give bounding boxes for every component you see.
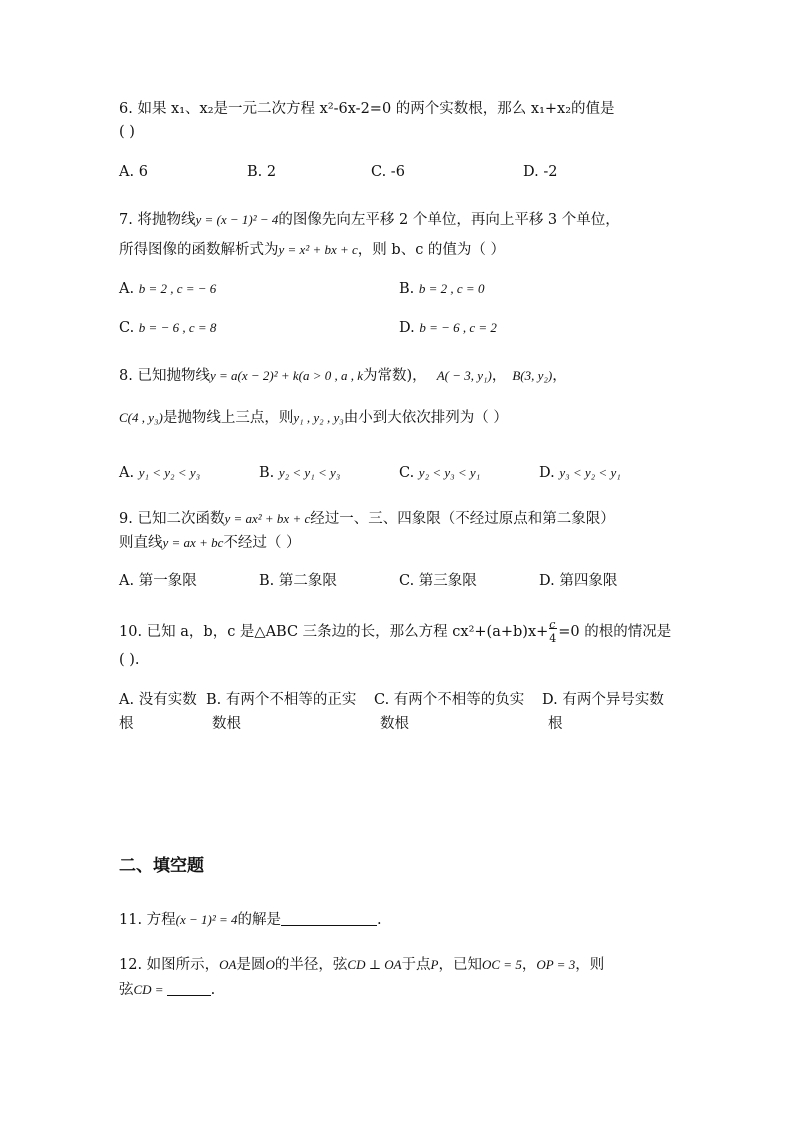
q9-option-c: C. 第三象限	[399, 573, 477, 589]
q12-line1	[119, 955, 604, 975]
q6-paren: ( )	[119, 124, 135, 140]
q9-text2: 经过一、三、四象限（不经过原点和第二象限）	[310, 511, 615, 527]
q7-eq1: y = (x − 1)² − 4	[195, 212, 279, 227]
q12-text9: .	[210, 982, 216, 998]
q12-cd: CD =	[133, 982, 164, 997]
q9-text4: 不经过（ ）	[223, 535, 301, 551]
q8-option-b	[259, 463, 340, 483]
q12-text8: 弦	[119, 982, 134, 998]
q10-option-c: C. 有两个不相等的负实	[374, 692, 525, 708]
q7-option-b-expr: b = 2 , c = 0	[418, 281, 485, 296]
q11-eq: (x − 1)² = 4	[175, 912, 238, 927]
q8-point-c: C(4 , y₃)	[119, 410, 163, 425]
q12-line2	[119, 980, 215, 1000]
q10-line1	[119, 618, 672, 645]
q10-text1: 10. 已知 a，b，c 是△ABC 三条边的长，那么方程 cx²+(a+b)x+	[119, 624, 549, 640]
q11-text2: 的解是	[237, 912, 282, 928]
q10-option-d: D. 有两个异号实数	[542, 692, 664, 708]
q6-option-b: B. 2	[247, 164, 277, 180]
q8-option-b-label: B.	[259, 465, 275, 481]
q10-option-b: B. 有两个不相等的正实	[206, 692, 357, 708]
q7-option-a-expr: b = 2 , c = − 6	[138, 281, 217, 296]
q8-line2	[119, 408, 508, 428]
q8-option-a-expr: y₁ < y₂ < y₃	[138, 465, 201, 480]
q8-option-a	[119, 463, 200, 483]
q6-stem: 6. 如果 x₁、x₂是一元二次方程 x²-6x-2=0 的两个实数根，那么 x₁+x₂的值是	[119, 101, 615, 117]
q7-option-d-label: D.	[399, 320, 415, 336]
q8-option-c	[399, 463, 480, 483]
q11-answer-blank[interactable]	[281, 911, 377, 926]
q12-text5: ，已知	[438, 957, 482, 973]
q12-oc: OC = 5	[481, 957, 522, 972]
q12-text2: 是圆	[236, 957, 266, 973]
q12-text3: 的半径，弦	[274, 957, 348, 973]
q8-text4: 由小到大依次排列为（ ）	[343, 410, 508, 426]
q9-text3: 则直线	[119, 535, 163, 551]
q12-text1: 12. 如图所示，	[119, 957, 220, 973]
q7-option-c-expr: b = − 6 , c = 8	[138, 320, 217, 335]
q12-text6: ，	[521, 957, 537, 973]
q8-option-c-label: C.	[399, 465, 415, 481]
q10-option-c-cont: 数根	[380, 716, 409, 732]
q10-option-b-cont: 数根	[212, 716, 241, 732]
q10-frac-num: c	[549, 618, 556, 631]
q8-line1: 8. 已知抛物线y = a(x − 2)² + k(a > 0 , a , k为常数)， A( − 3, y₁)， B(3, y₂)，	[119, 368, 567, 384]
q9-option-a: A. 第一象限	[119, 573, 197, 589]
q7-option-c-label: C.	[119, 320, 135, 336]
q11-text1: 11. 方程	[119, 912, 176, 928]
q12-op: OP = 3	[536, 957, 576, 972]
q9-eq2: y = ax + bc	[162, 535, 224, 550]
q9-line1	[119, 509, 615, 529]
q12-p: P	[430, 957, 439, 972]
q11-text3: .	[377, 912, 382, 928]
q12-answer-blank[interactable]	[167, 981, 211, 996]
q10-option-a: A. 没有实数	[119, 692, 197, 708]
q12-cd-perp-oa: CD ⊥ OA	[347, 957, 402, 972]
q8-option-d-expr: y₃ < y₂ < y₁	[559, 465, 621, 480]
q7-option-b	[399, 279, 484, 299]
q9-option-d: D. 第四象限	[539, 573, 618, 589]
q10-option-d-cont: 根	[548, 716, 563, 732]
q9-eq1: y = ax² + bx + c	[224, 511, 311, 526]
q7-option-d	[399, 318, 497, 338]
q8-ys: y₁ , y₂ , y₃	[293, 410, 344, 425]
q7-text3: 所得图像的函数解析式为	[119, 242, 279, 258]
q8-option-c-expr: y₂ < y₃ < y₁	[418, 465, 481, 480]
q8-text1: 8. 已知抛物线	[119, 368, 210, 384]
section-heading: 二、填空题	[119, 856, 204, 876]
q6-option-a: A. 6	[119, 164, 148, 180]
q10-frac-den: 4	[549, 628, 557, 649]
q8-option-a-label: A.	[119, 465, 135, 481]
q7-line1	[119, 210, 620, 230]
q12-text4: 于点	[401, 957, 431, 973]
q12-oa: OA	[219, 957, 237, 972]
q11-line	[119, 910, 382, 930]
q8-option-d	[539, 463, 621, 483]
q7-text2: 的图像先向左平移 2 个单位，再向上平移 3 个单位，	[278, 212, 620, 228]
q7-eq2: y = x² + bx + c	[278, 242, 358, 257]
q9-line2	[119, 533, 300, 553]
q7-option-c	[119, 318, 216, 338]
q8-text2: 为常数)，	[363, 368, 427, 384]
q7-option-b-label: B.	[399, 281, 415, 297]
q12-o: O	[265, 957, 275, 972]
q12-text7: ，则	[575, 957, 605, 973]
q7-option-a-label: A.	[119, 281, 135, 297]
q6-option-d: D. -2	[523, 164, 558, 180]
q8-eq: y = a(x − 2)² + k(a > 0 , a , k	[209, 368, 364, 383]
q9-option-b: B. 第二象限	[259, 573, 337, 589]
q7-option-a	[119, 279, 216, 299]
q8-point-a: A( − 3, y₁)	[436, 368, 492, 383]
q7-option-d-expr: b = − 6 , c = 2	[419, 320, 497, 335]
q10-text2: =0 的根的情况是	[558, 624, 672, 640]
q7-text4: ，则 b、c 的值为（ ）	[357, 242, 506, 258]
q8-point-b: B(3, y₂)	[512, 368, 553, 383]
q10-line2: ( ).	[119, 652, 140, 668]
q8-option-d-label: D.	[539, 465, 555, 481]
q8-text3: 是抛物线上三点，则	[162, 410, 294, 426]
q7-line2	[119, 240, 505, 260]
q7-text1: 7. 将抛物线	[119, 212, 196, 228]
q9-text1: 9. 已知二次函数	[119, 511, 225, 527]
q8-option-b-expr: y₂ < y₁ < y₃	[278, 465, 341, 480]
q6-option-c: C. -6	[371, 164, 405, 180]
q10-option-a-cont: 根	[119, 716, 134, 732]
